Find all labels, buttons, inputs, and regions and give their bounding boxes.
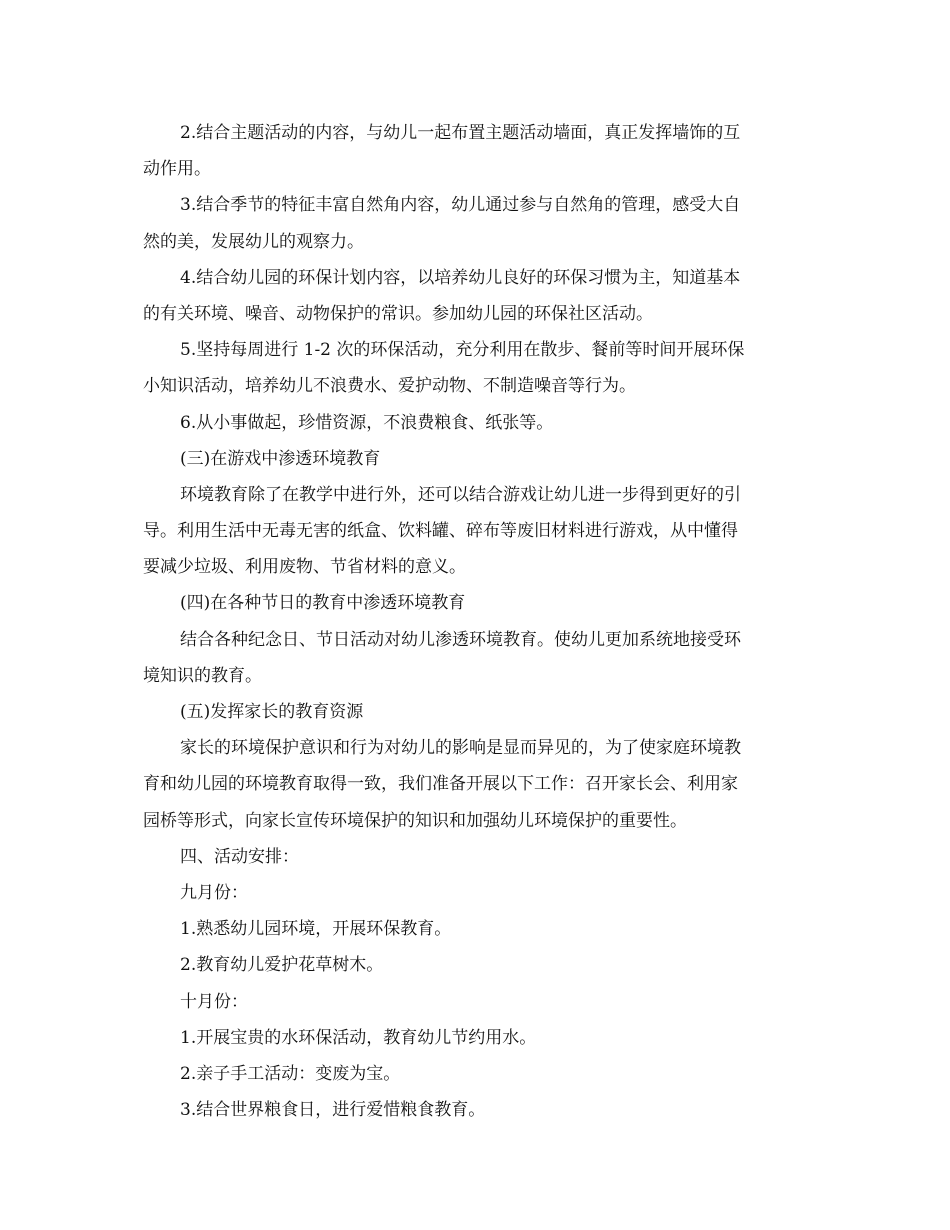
document-body <box>143 115 805 1128</box>
month-heading: 九月份： <box>180 882 248 903</box>
text-line: 然的美，发展幼儿的观察力。 <box>143 231 364 252</box>
text-line: 境知识的教育。 <box>143 665 262 686</box>
section-heading: (五)发挥家长的教育资源 <box>180 702 364 722</box>
list-item: 2.教育幼儿爱护花草树木。 <box>180 955 384 976</box>
list-item: 3.结合世界粮食日，进行爱惜粮食教育。 <box>180 1100 486 1121</box>
text-line: 的有关环境、噪音、动物保护的常识。参加幼儿园的环保社区活动。 <box>143 303 653 324</box>
text-line: 小知识活动，培养幼儿不浪费水、爱护动物、不制造噪音等行为。 <box>143 376 636 397</box>
text-line: 5.坚持每周进行 1-2 次的环保活动，充分利用在散步、餐前等时间开展环保 <box>180 340 745 361</box>
text-line: 4.结合幼儿园的环保计划内容，以培养幼儿良好的环保习惯为主，知道基本 <box>180 267 741 288</box>
text-line: 2.结合主题活动的内容，与幼儿一起布置主题活动墙面，真正发挥墙饰的互 <box>180 123 741 143</box>
text-line: 园桥等形式，向家长宣传环境保护的知识和加强幼儿环境保护的重要性。 <box>143 810 687 831</box>
list-item: 2.亲子手工活动：变废为宝。 <box>180 1063 401 1084</box>
text-line: 动作用。 <box>143 159 211 180</box>
text-line: 3.结合季节的特征丰富自然角内容，幼儿通过参与自然角的管理，感受大自 <box>180 195 741 216</box>
text-line: 结合各种纪念日、节日活动对幼儿渗透环境教育。使幼儿更加系统地接受环 <box>180 629 741 650</box>
section-heading: 四、活动安排： <box>180 846 299 867</box>
text-line: 环境教育除了在教学中进行外，还可以结合游戏让幼儿进一步得到更好的引 <box>180 484 741 505</box>
section-heading: (三)在游戏中渗透环境教育 <box>180 448 381 469</box>
list-item: 1.熟悉幼儿园环境，开展环保教育。 <box>180 919 452 940</box>
text-line: 6.从小事做起，珍惜资源，不浪费粮食、纸张等。 <box>180 412 554 433</box>
text-line: 要减少垃圾、利用废物、节省材料的意义。 <box>143 557 466 578</box>
text-line: 育和幼儿园的环境教育取得一致，我们准备开展以下工作：召开家长会、利用家 <box>143 774 738 795</box>
text-line: 家长的环境保护意识和行为对幼儿的影响是显而异见的，为了使家庭环境教 <box>180 738 741 759</box>
section-heading: (四)在各种节日的教育中渗透环境教育 <box>180 593 466 614</box>
text-line: 导。利用生活中无毒无害的纸盒、饮料罐、碎布等废旧材料进行游戏，从中懂得 <box>143 521 738 542</box>
list-item: 1.开展宝贵的水环保活动，教育幼儿节约用水。 <box>180 1027 537 1048</box>
month-heading: 十月份： <box>180 991 248 1012</box>
